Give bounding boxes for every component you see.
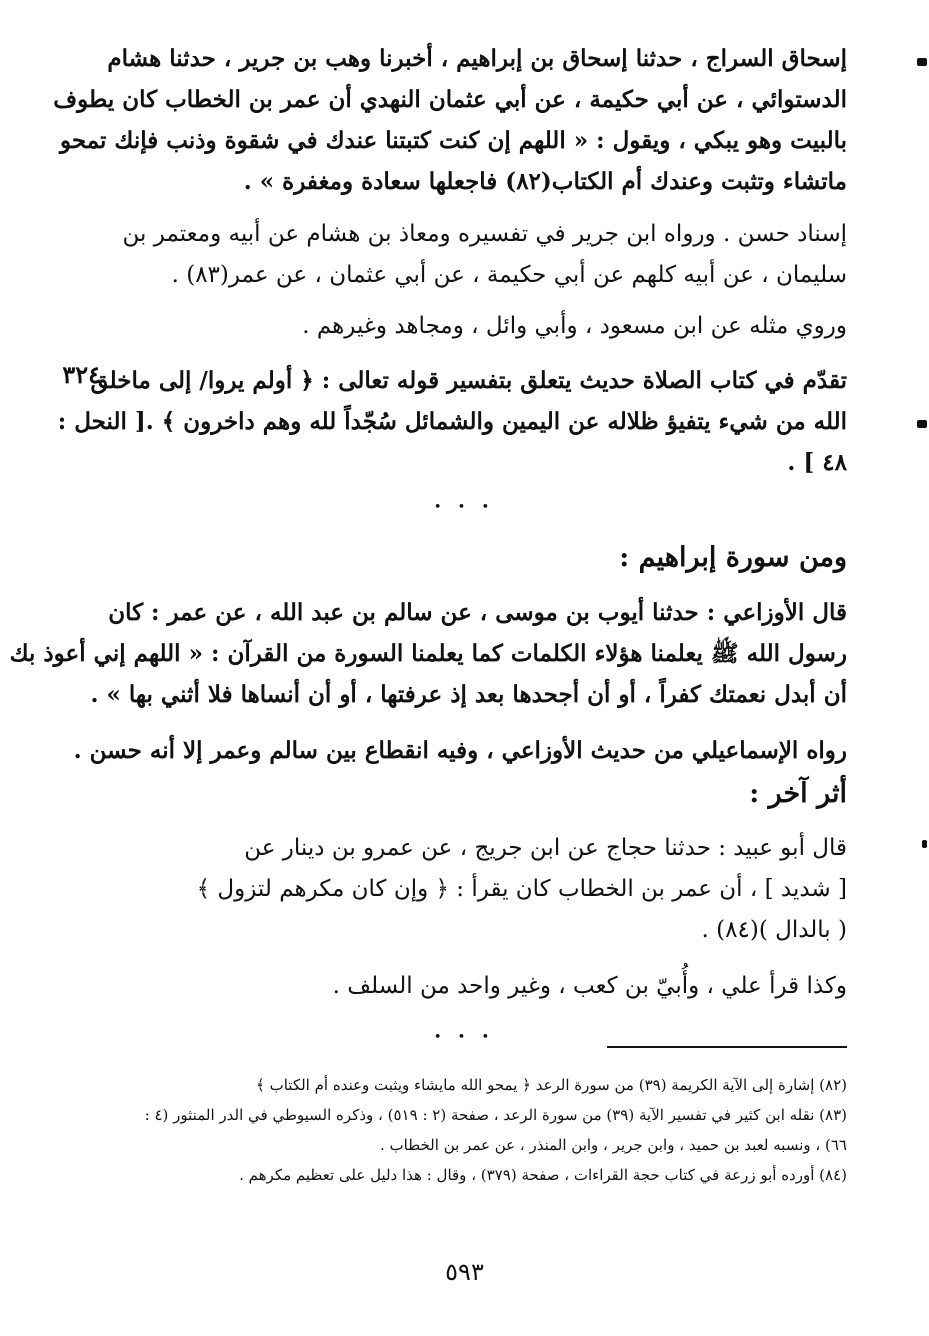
text-line: إسحاق السراج ، حدثنا إسحاق بن إبراهيم ، أخبرنا وهب بن جرير ، حدثنا هشام bbox=[107, 45, 847, 72]
section-heading-ibrahim: ومن سورة إبراهيم : bbox=[619, 542, 847, 573]
footnote-line: ٦٦) ، ونسبه لعبد بن حميد ، وابن جرير ، وابن المنذر ، عن عمر بن الخطاب . bbox=[379, 1136, 847, 1154]
text-line: الله من شيء يتفيؤ ظلاله عن اليمين والشمائل سُجّداً لله وهم داخرون ﴾ .[ النحل : bbox=[57, 408, 847, 435]
paragraph-similar-narrations bbox=[99, 306, 847, 347]
text-line: تقدّم في كتاب الصلاة حديث يتعلق بتفسير قوله تعالى : ﴿ أولم يروا/ إلى ماخلق bbox=[90, 367, 847, 394]
paragraph-abu-ubaid bbox=[99, 828, 847, 951]
section-separator: • • • bbox=[433, 1030, 496, 1045]
text-line: ماتشاء وتثبت وعندك أم الكتاب(٨٢) فاجعلها سعادة ومغفرة » . bbox=[243, 168, 847, 195]
footnote-divider bbox=[607, 1046, 847, 1048]
text-line: ٤٨ ] . bbox=[787, 449, 847, 476]
section-separator: • • • bbox=[433, 500, 496, 515]
text-line: وروي مثله عن ابن مسعود ، وأبي وائل ، ومجاهد وغيرهم . bbox=[302, 313, 847, 339]
footnote-line: (٨٣) نقله ابن كثير في تفسير الآية (٣٩) من سورة الرعد ، صفحة (٢ : ٥١٩) ، وذكره السيوطي في الدر المنثور (٤ : bbox=[144, 1106, 847, 1124]
paragraph-awzai-hadith bbox=[9, 592, 847, 715]
text-line: [ شديد ] ، أن عمر بن الخطاب كان يقرأ : ﴿ وإن كان مكرهم لتزول ﴾ bbox=[196, 876, 847, 902]
text-line: قال الأوزاعي : حدثنا أيوب بن موسى ، عن سالم بن عبد الله ، عن عمر : كان bbox=[108, 599, 847, 626]
text-line: قال أبو عبيد : حدثنا حجاج عن ابن جريج ، عن عمرو بن دينار عن bbox=[244, 835, 847, 861]
text-line: وكذا قرأ علي ، وأُبيّ بن كعب ، وغير واحد من السلف . bbox=[332, 973, 847, 999]
margin-reference-number: ٣٢٤ bbox=[62, 360, 101, 389]
edge-mark bbox=[917, 420, 927, 428]
text-line: رسول الله ﷺ يعلمنا هؤلاء الكلمات كما يعلمنا السورة من القرآن : « اللهم إني أعوذ بك bbox=[9, 640, 847, 667]
text-line: بالبيت وهو يبكي ، ويقول : « اللهم إن كنت كتبتنا عندك في شقوة وذنب فإنك تمحو bbox=[60, 127, 847, 154]
paragraph-ismaili-narration bbox=[73, 730, 847, 771]
paragraph-other-readers bbox=[99, 966, 847, 1007]
text-line: الدستوائي ، عن أبي حكيمة ، عن أبي عثمان النهدي أن عمر بن الخطاب كان يطوف bbox=[53, 86, 847, 113]
page-number: ٥٩٣ bbox=[445, 1258, 484, 1286]
footnote-line: (٨٤) أورده أبو زرعة في كتاب حجة القراءات ، صفحة (٣٧٩) ، وقال : هذا دليل على تعظيم مكرهم . bbox=[239, 1166, 847, 1184]
paragraph-isnad-umar-prayer bbox=[53, 38, 847, 202]
text-line: إسناد حسن . ورواه ابن جرير في تفسيره ومعاذ بن هشام عن أبيه ومعتمر بن bbox=[122, 221, 847, 247]
paragraph-isnad-hasan bbox=[99, 214, 847, 296]
footnotes-block bbox=[99, 1070, 847, 1190]
text-line: أن أبدل نعمتك كفراً ، أو أن أجحدها بعد إذ عرفتها ، أو أن أنساها فلا أثني بها » . bbox=[90, 681, 847, 708]
edge-mark bbox=[922, 840, 927, 848]
footnote-line: (٨٢) إشارة إلى الآية الكريمة (٣٩) من سورة الرعد ﴿ يمحو الله مايشاء ويثبت وعنده أم الكتاب ﴾ bbox=[256, 1076, 847, 1094]
edge-mark bbox=[917, 58, 927, 66]
text-line: سليمان ، عن أبيه كلهم عن أبي حكيمة ، عن أبي عثمان ، عن عمر(٨٣) . bbox=[171, 262, 847, 288]
section-heading-another-athar: أثر آخر : bbox=[749, 778, 847, 809]
text-line: ( بالدال )(٨٤) . bbox=[701, 917, 847, 943]
text-line: رواه الإسماعيلي من حديث الأوزاعي ، وفيه انقطاع بين سالم وعمر إلا أنه حسن . bbox=[73, 737, 847, 764]
